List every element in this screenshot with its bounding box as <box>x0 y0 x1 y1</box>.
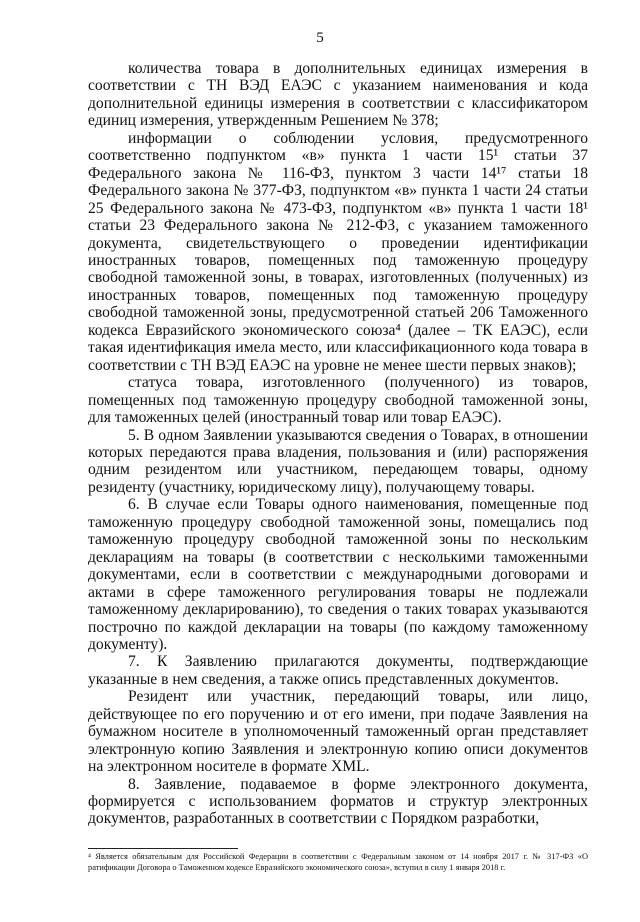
footnote-divider <box>88 848 238 849</box>
paragraph-additional-units: количества товара в дополнительных единицах измерения в соответствии с ТН ВЭД ЕАЭС с указанием наименования и кода дополнительной единицы измерения в соответствии с классификатором единиц измерения, утвержденным Решением № 378; <box>88 60 588 130</box>
paragraph-resident: Резидент или участник, передающий товары, или лицо, действующее по его поручению и от его имени, при подаче Заявления на бумажном носителе в уполномоченный таможенный орган представляет электронную копию Заявления и электронную копию описи документов на электронном носителе в формате XML. <box>88 688 588 776</box>
footnote: ⁴ Является обязательным для Российской Федерации в соответствии с Федеральным законом от 14 ноября 2017 г. № 317-ФЗ «О ратификации Договора о Таможенном кодексе Евразийского экономического союза», вступил в силу 1 января 2018 г. <box>88 852 588 872</box>
paragraph-item-8: 8. Заявление, подаваемое в форме электронного документа, формируется с использованием форматов и структур электронных документов, разработанных в соответствии с Порядком разработки, <box>88 775 588 828</box>
document-body <box>88 60 588 828</box>
paragraph-item-5: 5. В одном Заявлении указываются сведения о Товарах, в отношении которых передаются права владения, пользования и (или) распоряжения одним резидентом или участником, передающем товары, одному резиденту (участнику, юридическому лицу), получающему товары. <box>88 426 588 496</box>
paragraph-item-7: 7. К Заявлению прилагаются документы, подтверждающие указанные в нем сведения, а также опись представленных документов. <box>88 653 588 688</box>
paragraph-condition-info: информации о соблюдении условия, предусмотренного соответственно подпунктом «в» пункта 1 части 15¹ статьи 37 Федерального закона № 116-ФЗ, пунктом 3 части 14¹⁷ статьи 18 Федерального закона № 377-ФЗ, подпунктом «в» пункта 1 части 24 статьи 25 Федерального закона № 473-ФЗ, подпунктом «в» пункта 1 части 18¹ статьи 23 Федерального закона № 212-ФЗ, с указанием таможенного документа, свидетельствующего о проведении идентификации иностранных товаров, помещенных под таможенную процедуру свободной таможенной зоны, в товарах, изготовленных (полученных) из иностранных товаров, помещенных под таможенную процедуру свободной таможенной зоны, предусмотренной статьей 206 Таможенного кодекса Евразийского экономического союза⁴ (далее – ТК ЕАЭС), если такая идентификация имела место, или классификационного кода товара в соответствии с ТН ВЭД ЕАЭС на уровне не менее шести первых знаков); <box>88 129 588 374</box>
paragraph-item-6: 6. В случае если Товары одного наименования, помещенные под таможенную процедуру свободной таможенной зоны, помещались под таможенную процедуру свободной таможенной зоны по нескольким декларациям на товары (в соответствии с несколькими таможенными документами, если в соответствии с международными договорами и актами в сфере таможенного регулирования товары не подлежали таможенному декларированию), то сведения о таких товарах указываются построчно по каждой декларации на товары (по каждому таможенному документу). <box>88 496 588 653</box>
paragraph-goods-status: статуса товара, изготовленного (полученного) из товаров, помещенных под таможенную процедуру свободной таможенной зоны, для таможенных целей (иностранный товар или товар ЕАЭС). <box>88 374 588 427</box>
page-number: 5 <box>316 30 324 46</box>
